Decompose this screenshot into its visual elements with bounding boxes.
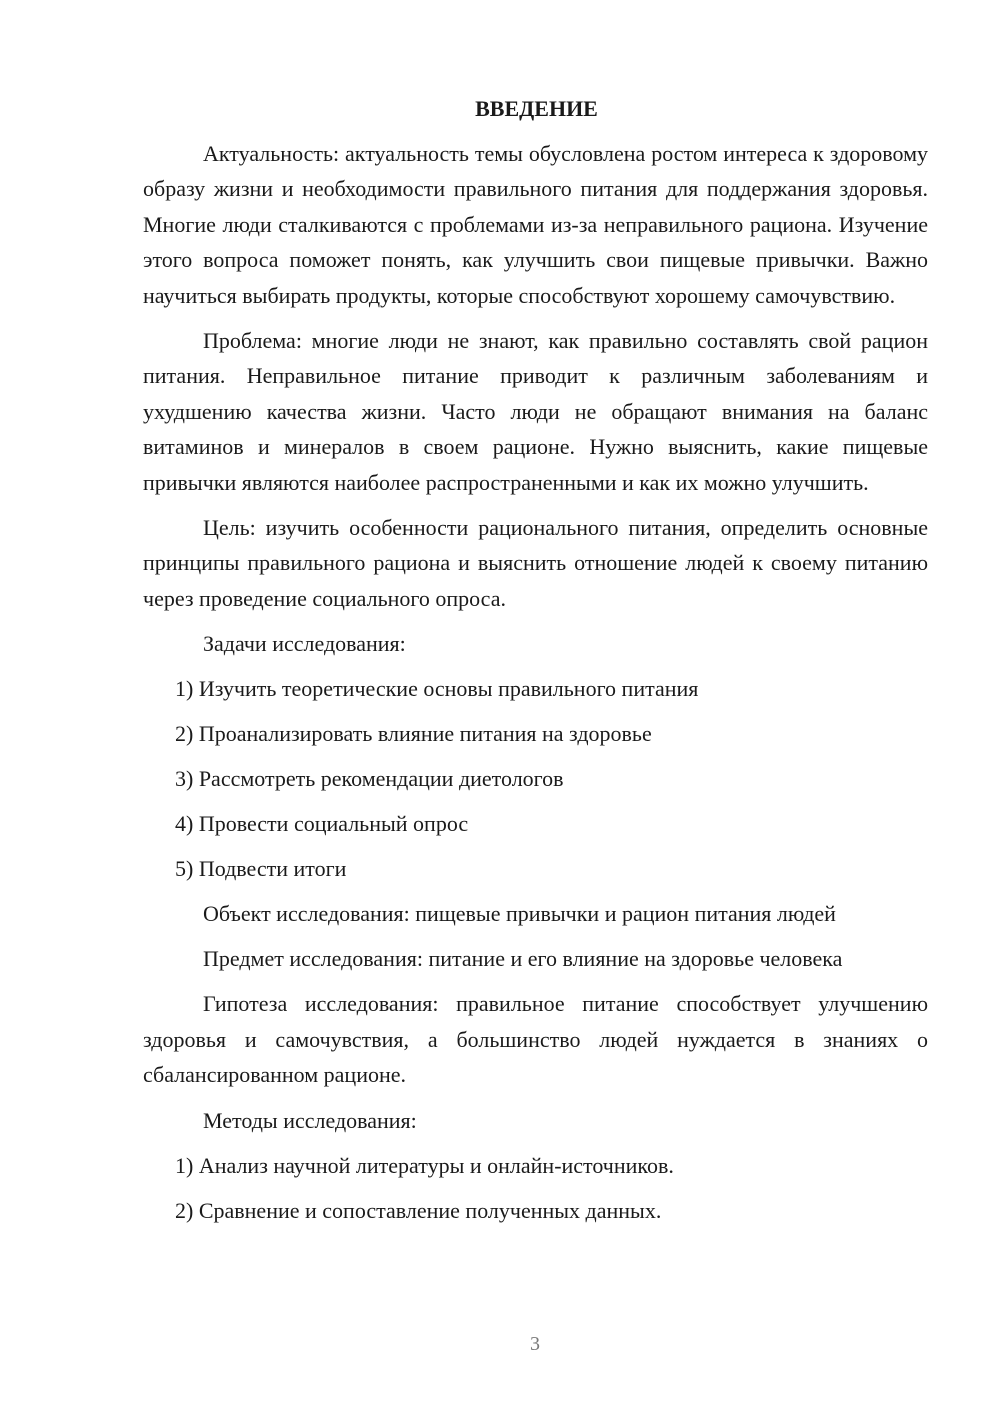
- methods-list: [143, 1148, 928, 1228]
- list-item: 4) Провести социальный опрос: [175, 811, 469, 837]
- list-item: 1) Анализ научной литературы и онлайн-источников.: [175, 1152, 674, 1178]
- list-item: 5) Подвести итоги: [175, 856, 347, 882]
- page-title: ВВЕДЕНИЕ: [475, 96, 598, 121]
- list-item: 3) Рассмотреть рекомендации диетологов: [175, 766, 564, 792]
- hypothesis-paragraph: Гипотеза исследования: правильное питание способствует улучшению здоровья и самочувствия, а большинство людей нуждается в знаниях о сбалансированном рационе.: [143, 991, 928, 1088]
- research-object: Объект исследования: пищевые привычки и рацион питания людей: [203, 901, 836, 927]
- goal-paragraph: Цель: изучить особенности рационального питания, определить основные принципы правильного рациона и выяснить отношение людей к своему питанию через проведение социального опроса.: [143, 515, 928, 611]
- list-item: 1) Изучить теоретические основы правильного питания: [175, 676, 699, 702]
- list-item: 2) Проанализировать влияние питания на здоровье: [175, 721, 652, 747]
- tasks-list: [143, 671, 928, 886]
- relevance-paragraph: Актуальность: актуальность темы обусловлена ростом интереса к здоровому образу жизни и необходимости правильного питания для поддержания здоровья. Многие люди сталкиваются с проблемами из-за неправильного рациона. Изучение этого вопроса поможет понять, как улучшить свои пищевые привычки. Важно научиться выбирать продукты, которые способствуют хорошему самочувствию.: [143, 141, 928, 308]
- document-page: [143, 94, 928, 1238]
- list-item: 2) Сравнение и сопоставление полученных данных.: [175, 1197, 662, 1223]
- tasks-heading: Задачи исследования:: [203, 631, 406, 657]
- page-number: 3: [530, 1333, 540, 1355]
- methods-heading: Методы исследования:: [203, 1107, 417, 1133]
- research-subject: Предмет исследования: питание и его влияние на здоровье человека: [203, 946, 843, 972]
- problem-paragraph: Проблема: многие люди не знают, как правильно составлять свой рацион питания. Неправильное питание приводит к различным заболеваниям и ухудшению качества жизни. Часто люди не обращают внимания на баланс витаминов и минералов в своем рационе. Нужно выяснить, какие пищевые привычки являются наиболее распространенными и как их можно улучшить.: [143, 328, 928, 495]
